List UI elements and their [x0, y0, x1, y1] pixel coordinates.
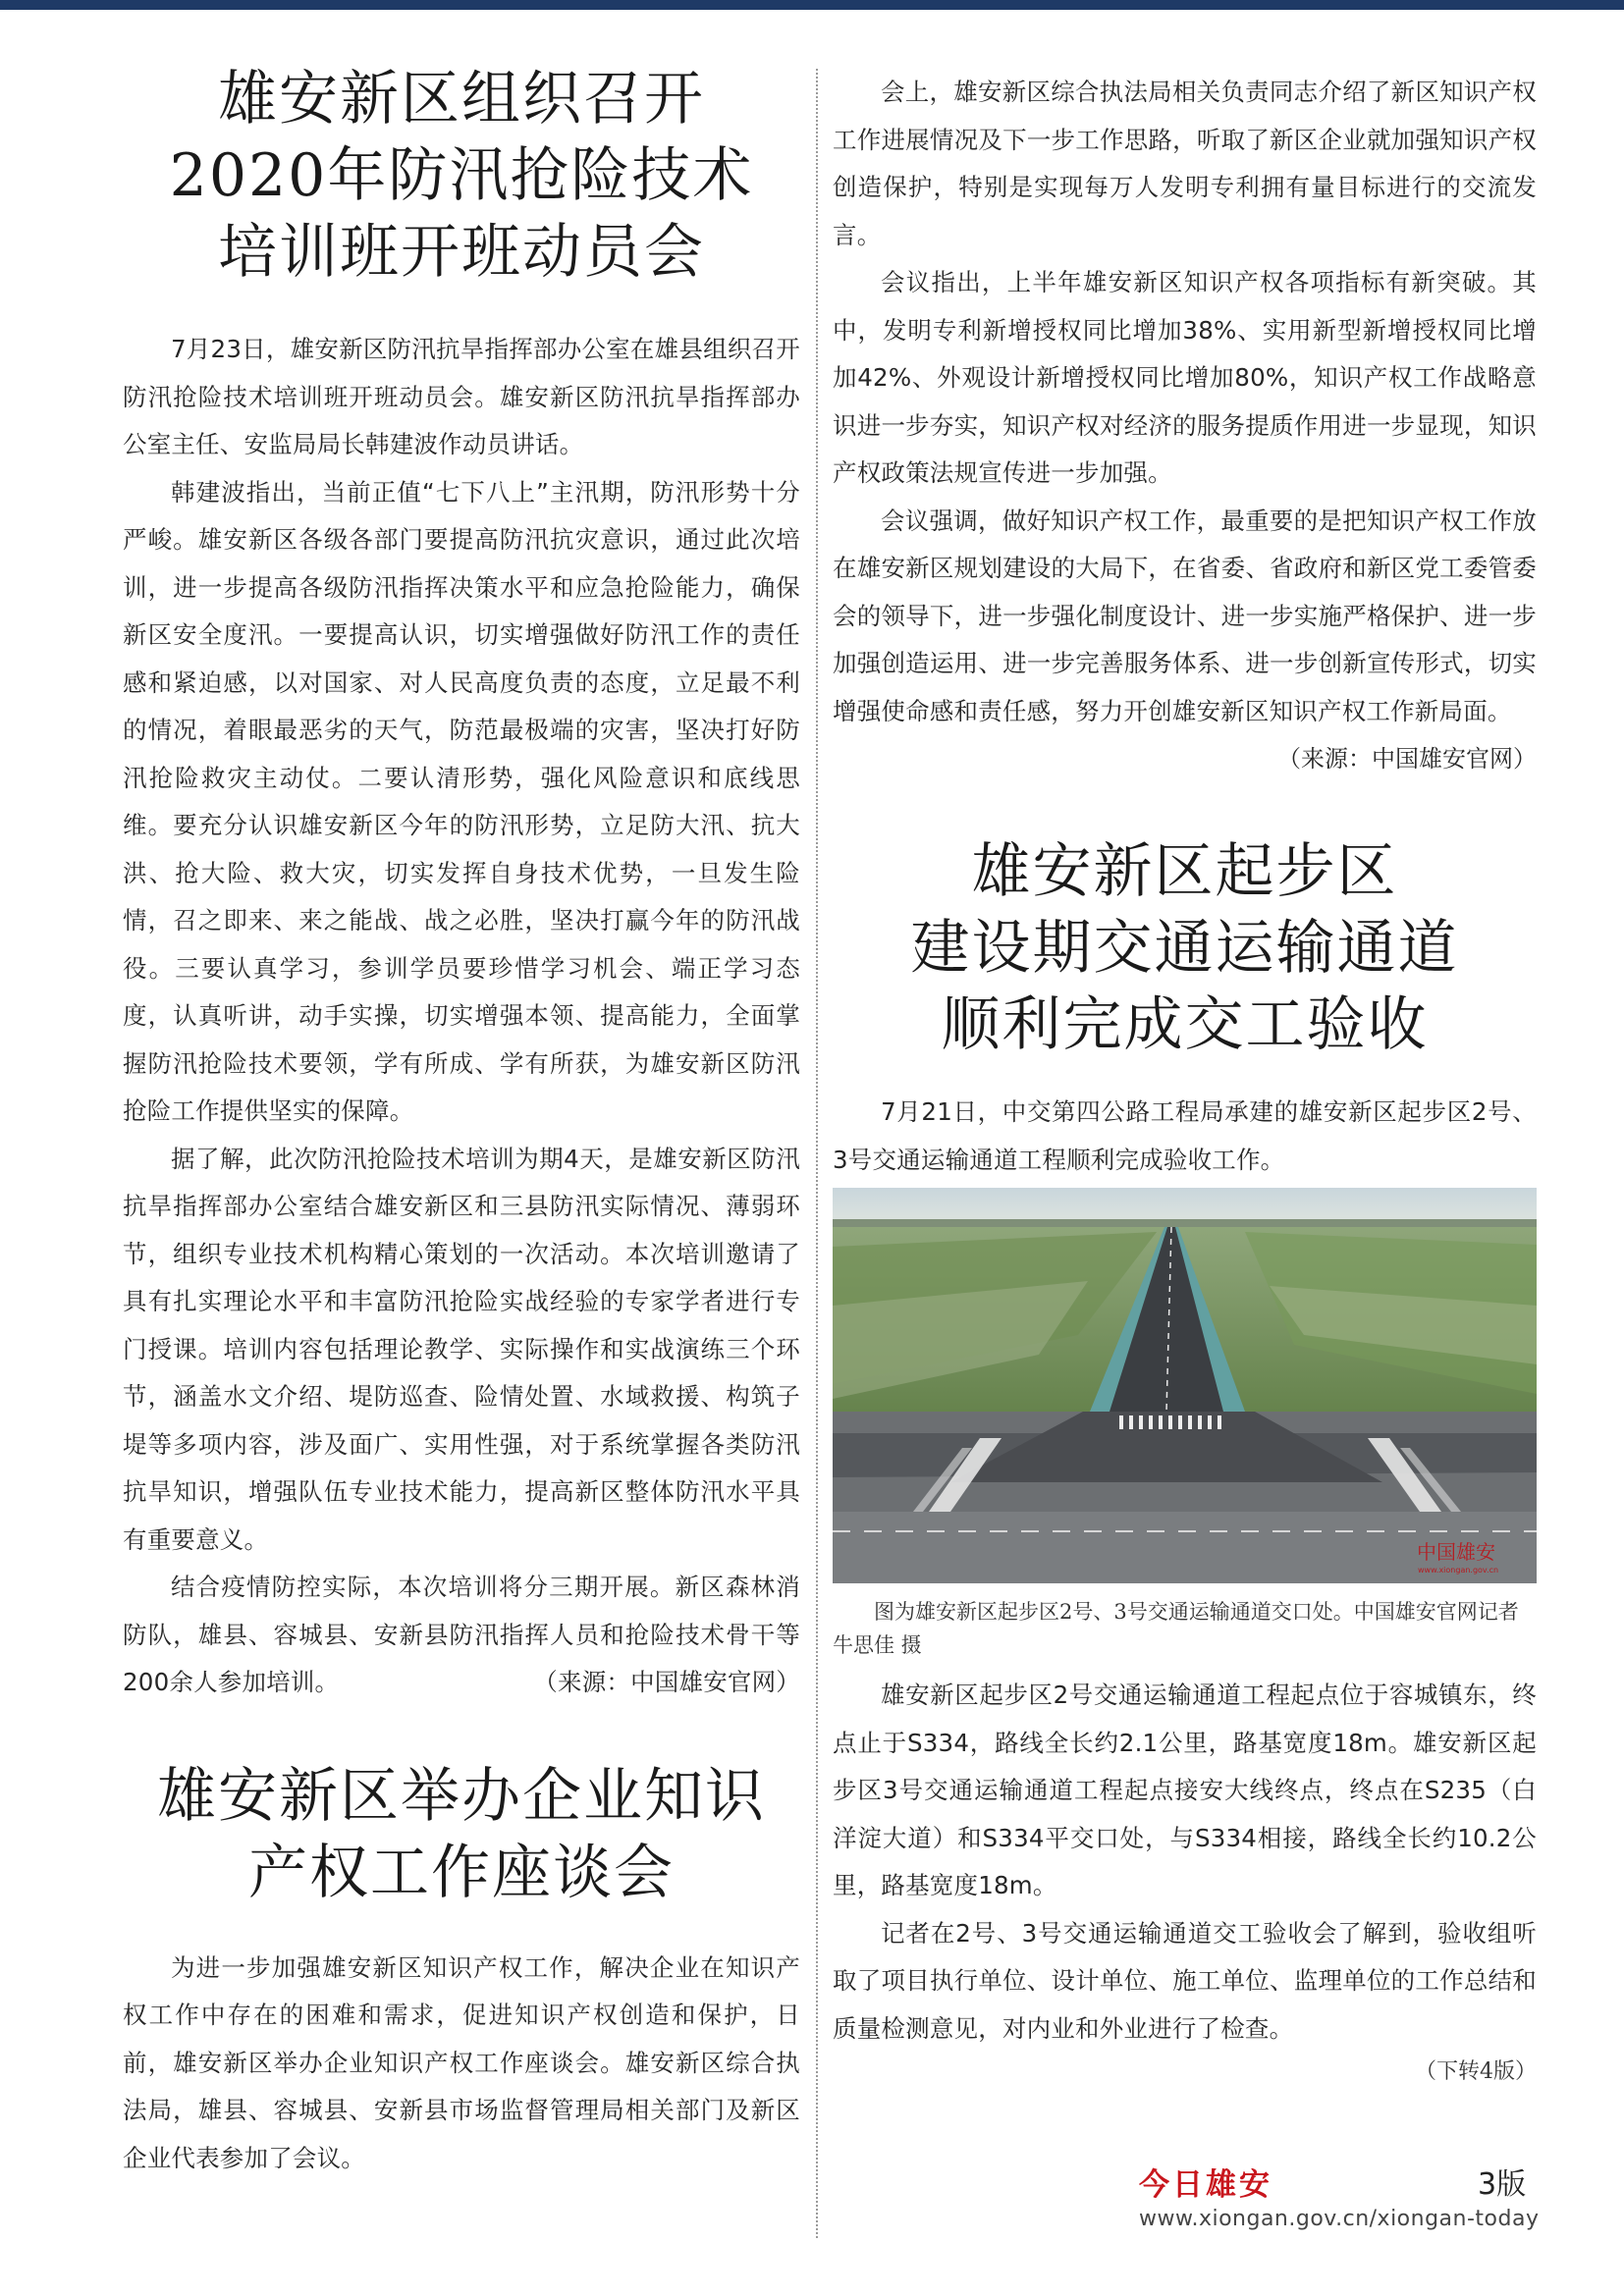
article-1-paragraph	[123, 1564, 800, 1707]
column-divider	[816, 69, 818, 2238]
footer-url: www.xiongan.gov.cn/xiongan-today	[1139, 2207, 1540, 2231]
top-color-bar	[0, 0, 1624, 10]
article-3-paragraph: 记者在2号、3号交通运输通道交工验收会了解到，验收组听取了项目执行单位、设计单位、施工单位、监理单位的工作总结和质量检测意见，对内业和外业进行了检查。	[833, 1918, 1537, 2043]
road-aerial-photo	[833, 1188, 1537, 1583]
right-column	[833, 69, 1537, 2092]
headline-line: 雄安新区组织召开	[218, 65, 705, 133]
headline-line: 顺利完成交工验收	[941, 990, 1429, 1059]
page-number: 3版	[1478, 2167, 1527, 2202]
photo-watermark-logo: 中国雄安	[1417, 1540, 1495, 1564]
photo-watermark-url: www.xiongan.gov.cn	[1418, 1566, 1499, 1575]
headline-line: 2020年防汛抢险技术	[169, 141, 754, 210]
article-1-paragraph: 韩建波指出，当前正值“七下八上”主汛期，防汛形势十分严峻。雄安新区各级各部门要提高防汛抗灾意识，通过此次培训，进一步提高各级防汛指挥决策水平和应急抢险能力，确保新区安全度汛。一要提高认识，切实增强做好防汛工作的责任感和紧迫感，以对国家、对人民高度负责的态度，立足最不利的情况，着眼最恶劣的天气，防范最极端的灾害，坚决打好防汛抢险救灾主动仗。二要认清形势，强化风险意识和底线思维。要充分认识雄安新区今年的防汛形势，立足防大汛、抗大洪、抢大险、救大灾，切实发挥自身技术优势，一旦发生险情，召之即来、来之能战、战之必胜，坚决打赢今年的防汛战役。三要认真学习，参训学员要珍惜学习机会、端正学习态度，认真听讲，动手实操，切实增强本领、提高能力，全面掌握防汛抢险技术要领，学有所成、学有所获，为雄安新区防汛抢险工作提供坚实的保障。	[123, 477, 800, 1125]
left-column	[123, 61, 800, 2182]
article-2-paragraph: 会议强调，做好知识产权工作，最重要的是把知识产权工作放在雄安新区规划建设的大局下，在省委、省政府和新区党工委管委会的领导下，进一步强化制度设计、进一步实施严格保护、进一步加强创造运用、进一步完善服务体系、进一步创新宣传形式，切实增强使命感和责任感，努力开创雄安新区知识产权工作新局面。	[833, 506, 1537, 725]
headline-line: 产权工作座谈会	[248, 1838, 675, 1907]
photo-caption: 图为雄安新区起步区2号、3号交通运输通道交口处。中国雄安官网记者牛思佳 摄	[833, 1600, 1519, 1657]
road-aerial-illustration	[833, 1188, 1537, 1583]
article-2-paragraph: 会上，雄安新区综合执法局相关负责同志介绍了新区知识产权工作进展情况及下一步工作思路，听取了新区企业就加强知识产权创造保护，特别是实现每万人发明专利拥有量目标进行的交流发言。	[833, 78, 1537, 249]
article-2-headline	[123, 1758, 800, 1911]
headline-line: 雄安新区起步区	[971, 837, 1398, 906]
article-1-source: （来源：中国雄安官网）	[533, 1668, 800, 1696]
article-1-headline	[123, 61, 800, 291]
continued-notice: （下转4版）	[1415, 2059, 1537, 2084]
headline-line: 培训班开班动员会	[218, 218, 705, 287]
article-1-last-text: 结合疫情防控实际，本次培训将分三期开展。新区森林消防队，雄县、容城县、安新县防汛指挥人员和抢险技术骨干等200余人参加培训。	[123, 1573, 800, 1696]
article-3-headline	[833, 833, 1537, 1063]
article-1-paragraph: 7月23日，雄安新区防汛抗旱指挥部办公室在雄县组织召开防汛抢险技术培训班开班动员会。雄安新区防汛抗旱指挥部办公室主任、安监局局长韩建波作动员讲话。	[123, 335, 800, 458]
article-2-source: （来源：中国雄安官网）	[1277, 745, 1537, 773]
newspaper-brand-logo: 今日雄安	[1139, 2167, 1272, 2203]
article-3-lead: 7月21日，中交第四公路工程局承建的雄安新区起步区2号、3号交通运输通道工程顺利完成验收工作。	[833, 1097, 1537, 1174]
article-3-paragraph: 雄安新区起步区2号交通运输通道工程起点位于容城镇东，终点止于S334，路线全长约2.1公里，路基宽度18m。雄安新区起步区3号交通运输通道工程起点接安大线终点，终点在S235（白洋淀大道）和S334平交口处，与S334相接，路线全长约10.2公里，路基宽度18m。	[833, 1681, 1537, 1899]
article-2-paragraph: 为进一步加强雄安新区知识产权工作，解决企业在知识产权工作中存在的困难和需求，促进知识产权创造和保护，日前，雄安新区举办企业知识产权工作座谈会。雄安新区综合执法局，雄县、容城县、安新县市场监督管理局相关部门及新区企业代表参加了会议。	[123, 1952, 800, 2172]
article-1-paragraph: 据了解，此次防汛抢险技术培训为期4天，是雄安新区防汛抗旱指挥部办公室结合雄安新区和三县防汛实际情况、薄弱环节，组织专业技术机构精心策划的一次活动。本次培训邀请了具有扎实理论水平和丰富防汛抢险实战经验的专家学者进行专门授课。培训内容包括理论教学、实际操作和实战演练三个环节，涵盖水文介绍、堤防巡查、险情处置、水域救援、构筑子堤等多项内容，涉及面广、实用性强，对于系统掌握各类防汛抗旱知识，增强队伍专业技术能力，提高新区整体防汛水平具有重要意义。	[123, 1144, 800, 1554]
headline-line: 雄安新区举办企业知识	[157, 1761, 766, 1831]
article-2-paragraph: 会议指出，上半年雄安新区知识产权各项指标有新突破。其中，发明专利新增授权同比增加38%、实用新型新增授权同比增加42%、外观设计新增授权同比增加80%，知识产权工作战略意识进一步夯实，知识产权对经济的服务提质作用进一步显现，知识产权政策法规宣传进一步加强。	[833, 268, 1537, 487]
headline-line: 建设期交通运输通道	[910, 914, 1459, 983]
